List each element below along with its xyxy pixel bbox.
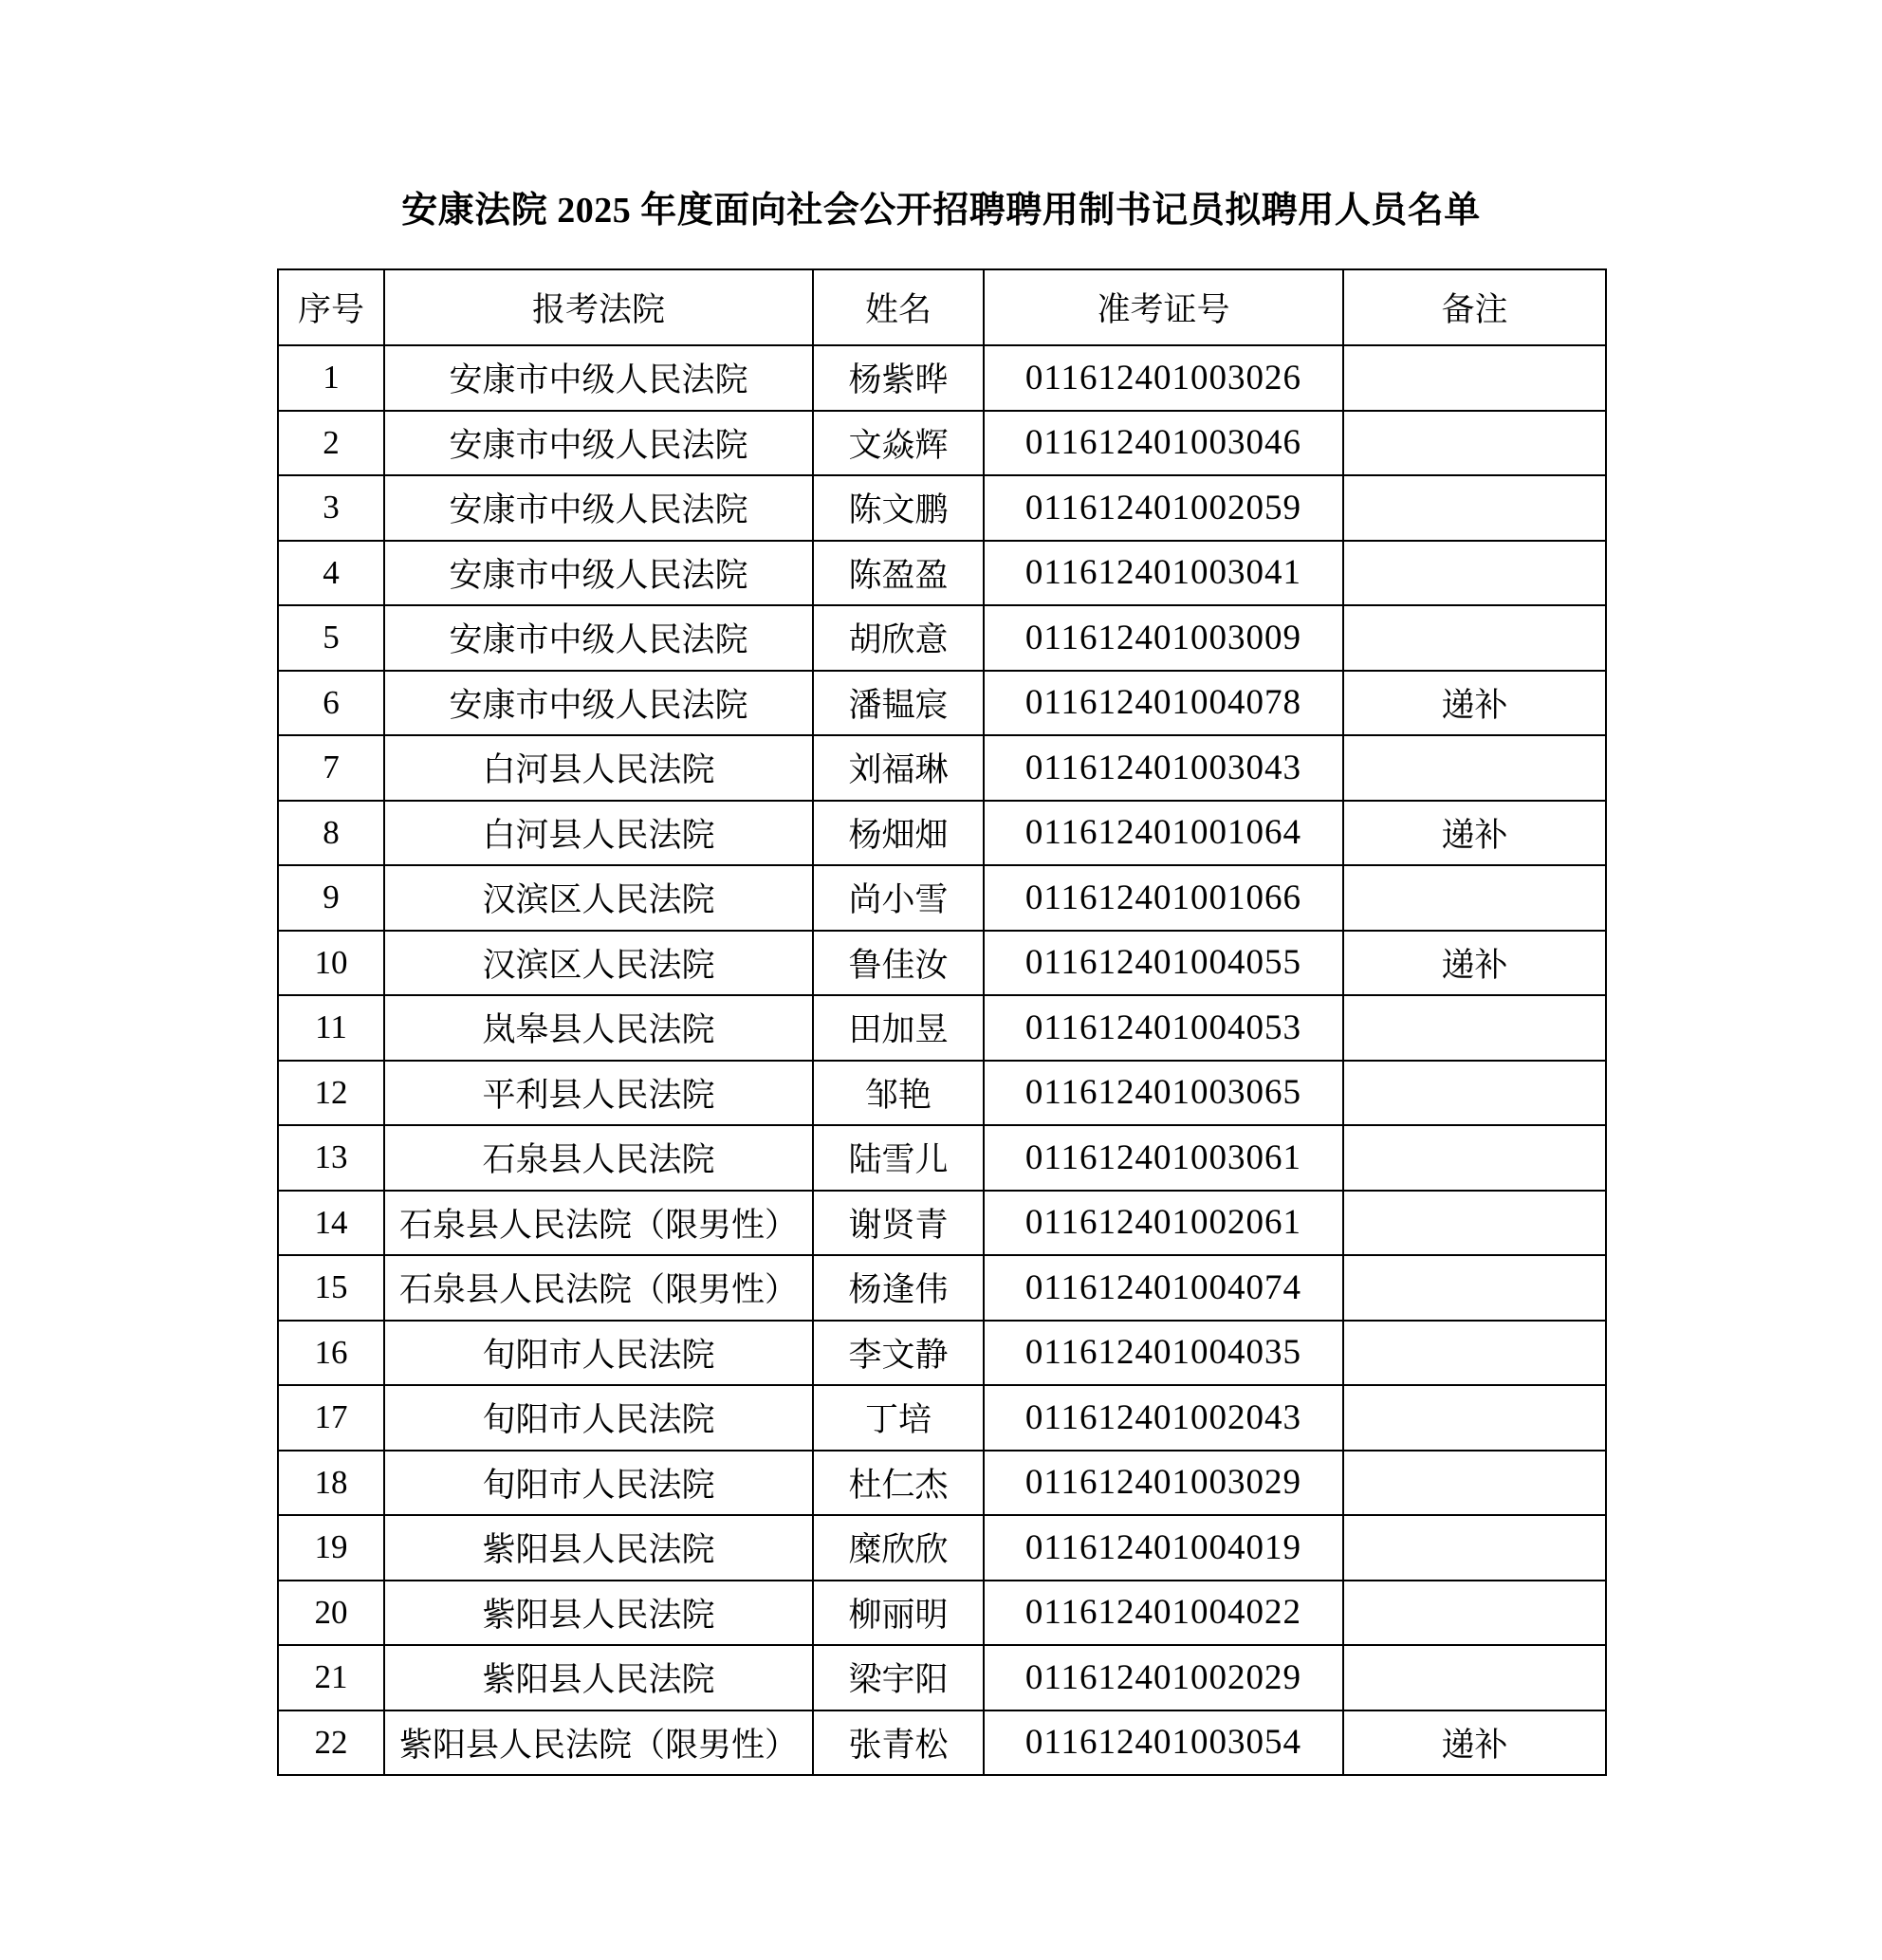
cell-seq: 16 [278, 1321, 384, 1386]
cell-court: 石泉县人民法院（限男性） [384, 1255, 813, 1321]
cell-ticket: 011612401001064 [984, 801, 1343, 866]
table-row [278, 995, 1606, 1061]
table-row [278, 605, 1606, 671]
cell-seq: 14 [278, 1191, 384, 1256]
cell-court: 石泉县人民法院（限男性） [384, 1191, 813, 1256]
cell-note [1343, 475, 1606, 541]
cell-note [1343, 1385, 1606, 1451]
cell-seq: 6 [278, 671, 384, 736]
table-row [278, 1061, 1606, 1126]
cell-name: 梁宇阳 [813, 1645, 984, 1710]
cell-seq: 8 [278, 801, 384, 866]
cell-seq: 5 [278, 605, 384, 671]
cell-seq: 15 [278, 1255, 384, 1321]
cell-seq: 19 [278, 1515, 384, 1581]
cell-seq: 10 [278, 931, 384, 996]
table-row [278, 801, 1606, 866]
table-row [278, 411, 1606, 476]
cell-name: 田加昱 [813, 995, 984, 1061]
cell-note [1343, 1451, 1606, 1516]
cell-note [1343, 1645, 1606, 1710]
cell-note [1343, 1321, 1606, 1386]
cell-seq: 2 [278, 411, 384, 476]
cell-name: 杨紫晔 [813, 345, 984, 411]
cell-seq: 17 [278, 1385, 384, 1451]
cell-seq: 22 [278, 1710, 384, 1776]
header-court: 报考法院 [384, 269, 813, 345]
cell-court: 安康市中级人民法院 [384, 541, 813, 606]
cell-note [1343, 345, 1606, 411]
header-seq: 序号 [278, 269, 384, 345]
cell-note [1343, 1061, 1606, 1126]
cell-seq: 12 [278, 1061, 384, 1126]
cell-name: 刘福琳 [813, 735, 984, 801]
table-row [278, 1515, 1606, 1581]
cell-ticket: 011612401002059 [984, 475, 1343, 541]
table-row [278, 475, 1606, 541]
cell-court: 白河县人民法院 [384, 801, 813, 866]
cell-court: 紫阳县人民法院 [384, 1645, 813, 1710]
table-row [278, 1581, 1606, 1646]
cell-ticket: 011612401003054 [984, 1710, 1343, 1776]
cell-seq: 9 [278, 865, 384, 931]
cell-ticket: 011612401001066 [984, 865, 1343, 931]
cell-court: 平利县人民法院 [384, 1061, 813, 1126]
table-body [278, 345, 1606, 1775]
table-row [278, 1191, 1606, 1256]
cell-note: 递补 [1343, 931, 1606, 996]
cell-court: 石泉县人民法院 [384, 1125, 813, 1191]
cell-seq: 4 [278, 541, 384, 606]
table-row [278, 1710, 1606, 1776]
cell-name: 陈文鹏 [813, 475, 984, 541]
cell-court: 紫阳县人民法院 [384, 1581, 813, 1646]
cell-court: 旬阳市人民法院 [384, 1321, 813, 1386]
table-row [278, 1255, 1606, 1321]
cell-name: 柳丽明 [813, 1581, 984, 1646]
cell-seq: 21 [278, 1645, 384, 1710]
cell-note [1343, 1191, 1606, 1256]
cell-name: 陈盈盈 [813, 541, 984, 606]
cell-court: 安康市中级人民法院 [384, 345, 813, 411]
cell-name: 潘韫宸 [813, 671, 984, 736]
cell-name: 鲁佳汝 [813, 931, 984, 996]
cell-note [1343, 1125, 1606, 1191]
table-row [278, 541, 1606, 606]
cell-note [1343, 1581, 1606, 1646]
table-row [278, 671, 1606, 736]
cell-note [1343, 995, 1606, 1061]
cell-ticket: 011612401003061 [984, 1125, 1343, 1191]
table-row [278, 1385, 1606, 1451]
cell-name: 杜仁杰 [813, 1451, 984, 1516]
cell-note [1343, 735, 1606, 801]
cell-court: 白河县人民法院 [384, 735, 813, 801]
cell-seq: 1 [278, 345, 384, 411]
cell-note: 递补 [1343, 671, 1606, 736]
cell-ticket: 011612401004019 [984, 1515, 1343, 1581]
cell-seq: 11 [278, 995, 384, 1061]
table-row [278, 735, 1606, 801]
cell-ticket: 011612401003043 [984, 735, 1343, 801]
table-row [278, 1321, 1606, 1386]
table-row [278, 1645, 1606, 1710]
cell-note: 递补 [1343, 801, 1606, 866]
cell-court: 安康市中级人民法院 [384, 411, 813, 476]
cell-name: 胡欣意 [813, 605, 984, 671]
cell-name: 杨逢伟 [813, 1255, 984, 1321]
cell-ticket: 011612401004078 [984, 671, 1343, 736]
table-row [278, 1125, 1606, 1191]
table-row [278, 865, 1606, 931]
cell-court: 安康市中级人民法院 [384, 605, 813, 671]
document-title: 安康法院 2025 年度面向社会公开招聘聘用制书记员拟聘用人员名单 [401, 191, 1481, 231]
cell-name: 谢贤青 [813, 1191, 984, 1256]
cell-ticket: 011612401003065 [984, 1061, 1343, 1126]
cell-ticket: 011612401004053 [984, 995, 1343, 1061]
cell-ticket: 011612401003046 [984, 411, 1343, 476]
cell-ticket: 011612401003026 [984, 345, 1343, 411]
cell-note [1343, 605, 1606, 671]
cell-note [1343, 1255, 1606, 1321]
cell-name: 丁培 [813, 1385, 984, 1451]
cell-note: 递补 [1343, 1710, 1606, 1776]
cell-court: 旬阳市人民法院 [384, 1385, 813, 1451]
cell-name: 文焱辉 [813, 411, 984, 476]
cell-seq: 18 [278, 1451, 384, 1516]
cell-ticket: 011612401002029 [984, 1645, 1343, 1710]
cell-court: 旬阳市人民法院 [384, 1451, 813, 1516]
cell-ticket: 011612401002061 [984, 1191, 1343, 1256]
cell-court: 安康市中级人民法院 [384, 671, 813, 736]
cell-note [1343, 1515, 1606, 1581]
header-note: 备注 [1343, 269, 1606, 345]
cell-ticket: 011612401004074 [984, 1255, 1343, 1321]
cell-ticket: 011612401003029 [984, 1451, 1343, 1516]
cell-seq: 7 [278, 735, 384, 801]
cell-note [1343, 411, 1606, 476]
candidates-table [277, 268, 1607, 1776]
cell-court: 汉滨区人民法院 [384, 865, 813, 931]
cell-court: 紫阳县人民法院 [384, 1515, 813, 1581]
cell-court: 岚皋县人民法院 [384, 995, 813, 1061]
cell-note [1343, 541, 1606, 606]
cell-name: 尚小雪 [813, 865, 984, 931]
table-row [278, 1451, 1606, 1516]
cell-ticket: 011612401003009 [984, 605, 1343, 671]
header-name: 姓名 [813, 269, 984, 345]
table-row [278, 931, 1606, 996]
cell-name: 陆雪儿 [813, 1125, 984, 1191]
cell-ticket: 011612401003041 [984, 541, 1343, 606]
cell-court: 汉滨区人民法院 [384, 931, 813, 996]
header-ticket: 准考证号 [984, 269, 1343, 345]
cell-court: 紫阳县人民法院（限男性） [384, 1710, 813, 1776]
cell-seq: 3 [278, 475, 384, 541]
cell-ticket: 011612401002043 [984, 1385, 1343, 1451]
cell-court: 安康市中级人民法院 [384, 475, 813, 541]
cell-name: 杨畑畑 [813, 801, 984, 866]
table-header-row [278, 269, 1606, 345]
cell-seq: 13 [278, 1125, 384, 1191]
cell-ticket: 011612401004035 [984, 1321, 1343, 1386]
table-row [278, 345, 1606, 411]
cell-name: 糜欣欣 [813, 1515, 984, 1581]
cell-ticket: 011612401004055 [984, 931, 1343, 996]
cell-name: 张青松 [813, 1710, 984, 1776]
cell-seq: 20 [278, 1581, 384, 1646]
cell-ticket: 011612401004022 [984, 1581, 1343, 1646]
cell-name: 邹艳 [813, 1061, 984, 1126]
cell-name: 李文静 [813, 1321, 984, 1386]
cell-note [1343, 865, 1606, 931]
